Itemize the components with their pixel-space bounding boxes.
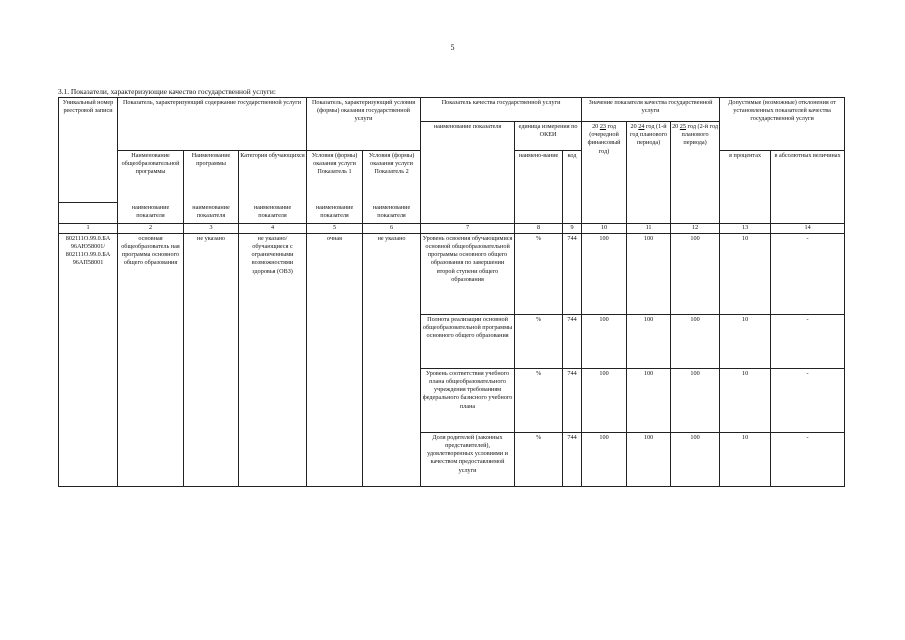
program-name: основная общеобразователь ная программа основного общего образования <box>118 233 184 486</box>
indicator-unit: % <box>515 314 563 368</box>
column-number: 3 <box>184 224 239 234</box>
column-number: 13 <box>720 224 771 234</box>
header-year-2: 20 24 год (1-й год планового периода) <box>627 122 671 224</box>
indicator-percent: 10 <box>720 368 771 432</box>
indicator-label: наименование показателя <box>239 203 307 224</box>
header-condition-1: Условия (формы) оказания услуги Показатель 1 <box>307 151 363 203</box>
indicator-label: наименование показателя <box>118 203 184 224</box>
indicator-value-1: 100 <box>582 233 627 314</box>
indicator-value-1: 100 <box>582 432 627 486</box>
header-condition-2: Условия (формы) оказания услуги Показатель 2 <box>363 151 421 203</box>
indicator-value-2: 100 <box>627 368 671 432</box>
indicator-label: наименование показателя <box>307 203 363 224</box>
indicator-absolute: - <box>771 233 845 314</box>
indicator-unit: % <box>515 233 563 314</box>
indicator-value-2: 100 <box>627 432 671 486</box>
column-number: 9 <box>563 224 582 234</box>
registry-number: 802111О.99.0.БА 96АЮ58001/ 802111О.99.0.БА 96АП58001 <box>59 233 118 486</box>
indicator-value-3: 100 <box>671 233 720 314</box>
condition-1: очная <box>307 233 363 486</box>
page-number: 5 <box>450 43 455 52</box>
indicator-name: Уровень освоения обучающимися основной общеобразовательной программы основного общего образования по завершении второй ступени общего образования <box>421 233 515 314</box>
year-2-value: 24 <box>638 123 645 130</box>
header-unit-name: наимено-вание <box>515 151 563 224</box>
header-content-indicator: Показатель, характеризующий содержание государственной услуги <box>118 98 307 151</box>
column-number: 7 <box>421 224 515 234</box>
condition-2: не указано <box>363 233 421 486</box>
column-number: 4 <box>239 224 307 234</box>
indicator-code: 744 <box>563 368 582 432</box>
column-number: 10 <box>582 224 627 234</box>
header-absolute: в абсолютных величинах <box>771 151 845 224</box>
column-number: 14 <box>771 224 845 234</box>
header-program: Наименование программы <box>184 151 239 203</box>
header-percent: в процентах <box>720 151 771 224</box>
year-1-value: 23 <box>599 123 606 130</box>
indicator-unit: % <box>515 432 563 486</box>
column-number: 12 <box>671 224 720 234</box>
indicator-unit: % <box>515 368 563 432</box>
header-unit-code: код <box>563 151 582 224</box>
indicator-percent: 10 <box>720 233 771 314</box>
indicator-name: Уровень соответствия учебного плана общеобразовательного учреждения требованиям федерального базисного учебного плана <box>421 368 515 432</box>
indicator-percent: 10 <box>720 432 771 486</box>
header-year-1: 20 23 год (очередной финансовый год) <box>582 122 627 224</box>
indicator-percent: 10 <box>720 314 771 368</box>
header-unit-okei: единица измерения по ОКЕИ <box>515 122 582 151</box>
indicator-absolute: - <box>771 314 845 368</box>
indicator-value-3: 100 <box>671 314 720 368</box>
indicator-value-3: 100 <box>671 432 720 486</box>
column-number: 6 <box>363 224 421 234</box>
year-3-value: 25 <box>679 123 686 130</box>
header-deviations: Допустимые (возможные) отклонения от установленных показателей качества государственной услуги <box>720 98 845 151</box>
program: не указано <box>184 233 239 486</box>
indicator-absolute: - <box>771 368 845 432</box>
column-number: 8 <box>515 224 563 234</box>
indicator-value-1: 100 <box>582 314 627 368</box>
header-quality-value: Значение показателя качества государственной услуги <box>582 98 720 122</box>
indicator-label: наименование показателя <box>184 203 239 224</box>
header-registry-blank <box>59 203 118 224</box>
indicator-value-1: 100 <box>582 368 627 432</box>
indicator-value-2: 100 <box>627 233 671 314</box>
indicator-name: Полнота реализации основной общеобразовательной программы основного общего образования <box>421 314 515 368</box>
indicator-label: наименование показателя <box>363 203 421 224</box>
indicator-code: 744 <box>563 432 582 486</box>
header-indicator-name: наименование показателя <box>421 122 515 224</box>
column-number: 11 <box>627 224 671 234</box>
indicator-absolute: - <box>771 432 845 486</box>
section-title: 3.1. Показатели, характеризующие качество государственной услуги: <box>58 87 276 96</box>
indicator-name: Доля родителей (законных представителей), удовлетворенных условиями и качеством предоставляемой услуги <box>421 432 515 486</box>
header-registry-number: Уникальный номер реестровой записи <box>59 98 118 203</box>
column-number: 2 <box>118 224 184 234</box>
quality-indicators-table <box>58 97 845 487</box>
column-number: 5 <box>307 224 363 234</box>
indicator-code: 744 <box>563 314 582 368</box>
header-quality-indicator: Показатель качества государственной услуги <box>421 98 582 122</box>
header-year-3: 20 25 год (2-й год планового периода) <box>671 122 720 224</box>
category: не указано/ обучающиеся с ограниченными возможностями здоровья (ОВЗ) <box>239 233 307 486</box>
header-conditions-indicator: Показатель, характеризующий условия (формы) оказания государственной услуги <box>307 98 421 151</box>
header-category: Категория обучающихся <box>239 151 307 203</box>
indicator-code: 744 <box>563 233 582 314</box>
indicator-value-2: 100 <box>627 314 671 368</box>
table-row <box>59 233 845 314</box>
indicator-value-3: 100 <box>671 368 720 432</box>
header-program-name: Наименование общеобразовательной программы <box>118 151 184 203</box>
column-number: 1 <box>59 224 118 234</box>
